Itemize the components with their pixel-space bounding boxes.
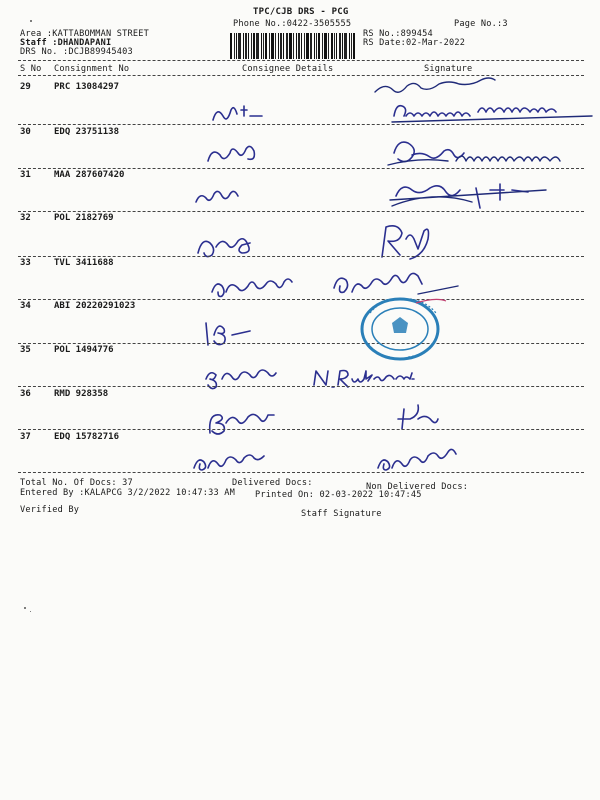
row-consignment: TVL 3411688 <box>54 258 114 268</box>
printed-on: Printed On: 02-03-2022 10:47:45 <box>255 490 422 500</box>
phone-number: Phone No.:0422-3505555 <box>233 19 352 29</box>
barcode-bar <box>328 33 329 59</box>
handwritten-entry <box>0 432 600 482</box>
barcode-bar <box>238 33 241 59</box>
column-header-signature: Signature <box>424 64 473 74</box>
barcode-bar <box>314 33 315 59</box>
barcode-bar <box>331 33 333 59</box>
staff-field: Staff :DHANDAPANI <box>20 38 112 48</box>
table-row <box>0 82 600 130</box>
row-divider <box>18 472 584 473</box>
column-header-sno: S No <box>20 64 42 74</box>
barcode-bar <box>265 33 267 59</box>
row-divider <box>18 256 584 257</box>
row-sno: 36 <box>20 389 31 399</box>
total-docs: Total No. Of Docs: 37 <box>20 478 133 488</box>
barcode-bar <box>263 33 264 59</box>
barcode-bar <box>245 33 247 59</box>
row-consignment: RMD 928358 <box>54 389 109 399</box>
barcode-bar <box>234 33 235 59</box>
column-header-divider <box>18 75 584 76</box>
row-consignment: EDQ 23751138 <box>54 127 120 137</box>
verified-by-label: Verified By <box>20 505 80 515</box>
barcode-bar <box>283 33 284 59</box>
row-divider <box>18 386 584 387</box>
barcode-bar <box>349 33 350 59</box>
barcode-bar <box>230 33 232 59</box>
barcode-bar <box>339 33 341 59</box>
barcode-bar <box>342 33 343 59</box>
scan-speck <box>24 607 26 609</box>
barcode-bar <box>353 33 355 59</box>
row-sno: 34 <box>20 301 31 311</box>
barcode-bar <box>248 33 249 59</box>
barcode-bar <box>334 33 335 59</box>
barcode-bar <box>322 33 323 59</box>
row-sno: 31 <box>20 170 31 180</box>
barcode-bar <box>310 33 312 59</box>
row-sno: 29 <box>20 82 31 92</box>
barcode <box>230 33 358 59</box>
scan-speck <box>30 20 32 22</box>
barcode-bar <box>296 33 297 59</box>
row-sno: 30 <box>20 127 31 137</box>
barcode-bar <box>278 33 279 59</box>
row-consignment: EDQ 15782716 <box>54 432 120 442</box>
non-delivered-docs: Non Delivered Docs: <box>366 482 469 492</box>
barcode-bar <box>306 33 309 59</box>
barcode-bar <box>261 33 262 59</box>
barcode-bar <box>286 33 288 59</box>
barcode-bar <box>280 33 282 59</box>
barcode-bar <box>275 33 276 59</box>
column-header-consignment: Consignment No <box>54 64 130 74</box>
row-divider <box>18 124 584 125</box>
row-consignment: ABI 20220291023 <box>54 301 136 311</box>
row-consignment: PRC 13084297 <box>54 82 120 92</box>
row-divider <box>18 343 584 344</box>
barcode-bar <box>298 33 300 59</box>
barcode-bar <box>318 33 320 59</box>
barcode-bar <box>289 33 292 59</box>
area-field: Area :KATTABOMMAN STREET <box>20 29 149 39</box>
table-row <box>0 213 600 261</box>
barcode-bar <box>301 33 302 59</box>
barcode-bar <box>253 33 255 59</box>
entered-by: Entered By :KALAPCG 3/2/2022 10:47:33 AM <box>20 488 235 498</box>
delivered-docs: Delivered Docs: <box>232 478 313 488</box>
rs-date: RS Date:02-Mar-2022 <box>363 38 466 48</box>
barcode-bar <box>271 33 274 59</box>
post-office-stamp <box>356 293 448 365</box>
barcode-bar <box>269 33 270 59</box>
barcode-bar <box>304 33 305 59</box>
row-sno: 32 <box>20 213 31 223</box>
barcode-bar <box>236 33 237 59</box>
row-consignment: MAA 287607420 <box>54 170 125 180</box>
barcode-bar <box>344 33 347 59</box>
scan-speck <box>30 611 31 612</box>
row-divider <box>18 168 584 169</box>
row-divider <box>18 429 584 430</box>
barcode-bar <box>336 33 337 59</box>
table-row <box>0 301 600 349</box>
report-title: TPC/CJB DRS - PCG <box>253 7 349 17</box>
staff-signature-label: Staff Signature <box>301 509 382 519</box>
barcode-bar <box>243 33 244 59</box>
column-header-consignee: Consignee Details <box>242 64 334 74</box>
barcode-bar <box>351 33 352 59</box>
row-sno: 35 <box>20 345 31 355</box>
row-divider <box>18 211 584 212</box>
row-sno: 37 <box>20 432 31 442</box>
barcode-bar <box>293 33 294 59</box>
barcode-bar <box>316 33 317 59</box>
handwritten-entry <box>0 345 600 395</box>
rs-number: RS No.:899454 <box>363 29 433 39</box>
row-sno: 33 <box>20 258 31 268</box>
row-divider <box>18 299 584 300</box>
page-number: Page No.:3 <box>454 19 508 29</box>
barcode-bar <box>251 33 252 59</box>
row-consignment: POL 2182769 <box>54 213 114 223</box>
header-divider <box>18 60 584 61</box>
row-consignment: POL 1494776 <box>54 345 114 355</box>
barcode-bar <box>324 33 327 59</box>
drs-number: DRS No. :DCJB89945403 <box>20 47 133 57</box>
barcode-bar <box>256 33 259 59</box>
